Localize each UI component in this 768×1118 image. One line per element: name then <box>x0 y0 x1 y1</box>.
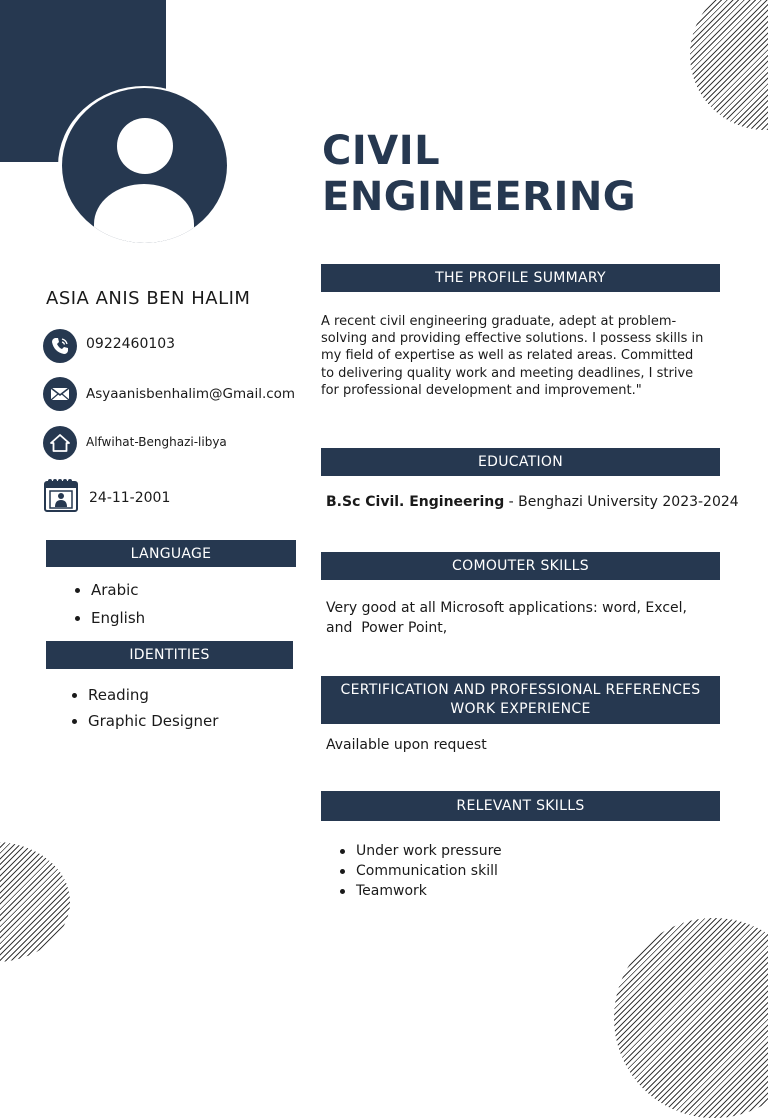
relevant-skills-list <box>340 841 502 901</box>
computer-skills-header: COMOUTER SKILLS <box>321 552 720 580</box>
title-line-2: ENGINEERING <box>322 174 637 220</box>
home-icon <box>43 426 77 460</box>
degree: B.Sc Civil. Engineering <box>326 494 505 510</box>
list-item: Graphic Designer <box>72 708 218 734</box>
calendar-icon <box>44 478 78 512</box>
education-entry <box>326 494 739 510</box>
identities-list <box>72 682 218 734</box>
hatched-circle-decoration <box>0 842 70 962</box>
computer-skills-text: Very good at all Microsoft applications: word, Excel, and Power Point, <box>326 600 692 636</box>
certification-header-line-2: WORK EXPERIENCE <box>450 701 591 717</box>
hatched-circle-decoration <box>614 918 768 1118</box>
birth-date: 24-11-2001 <box>89 490 171 506</box>
language-list <box>75 576 145 632</box>
relevant-skills-header: RELEVANT SKILLS <box>321 791 720 821</box>
list-item: Reading <box>72 682 218 708</box>
certification-header-line-1: CERTIFICATION AND PROFESSIONAL REFERENCES <box>340 682 701 698</box>
list-item: Under work pressure <box>340 841 502 861</box>
hatched-circle-decoration <box>690 0 768 130</box>
list-item: Communication skill <box>340 861 502 881</box>
phone-icon <box>43 329 77 363</box>
email-address: Asyaanisbenhalim@Gmail.com <box>86 386 296 402</box>
title-line-1: CIVIL <box>322 128 441 174</box>
profile-summary-text: A recent civil engineering graduate, adept at problem-solving and providing effective solutions. I possess skills in my field of expertise as well as related areas. Committed to delivering quality work and meeting deadlines, I strive for professional development and improvement." <box>321 314 704 398</box>
envelope-icon <box>43 377 77 411</box>
education-header: EDUCATION <box>321 448 720 476</box>
user-avatar-icon <box>62 88 227 243</box>
list-item: Arabic <box>75 576 145 604</box>
certification-text: Available upon request <box>326 737 487 753</box>
identities-header: IDENTITIES <box>46 641 293 669</box>
list-item: Teamwork <box>340 881 502 901</box>
profile-summary-header: THE PROFILE SUMMARY <box>321 264 720 292</box>
phone-number: 0922460103 <box>86 336 176 352</box>
education-detail: - Benghazi University 2023-2024 <box>504 494 739 510</box>
address: Alfwihat-Benghazi-libya <box>86 435 227 449</box>
certification-header <box>321 676 720 724</box>
language-header: LANGUAGE <box>46 540 296 567</box>
page-title <box>322 128 636 220</box>
list-item: English <box>75 604 145 632</box>
person-name: ASIA ANIS BEN HALIM <box>46 288 251 309</box>
